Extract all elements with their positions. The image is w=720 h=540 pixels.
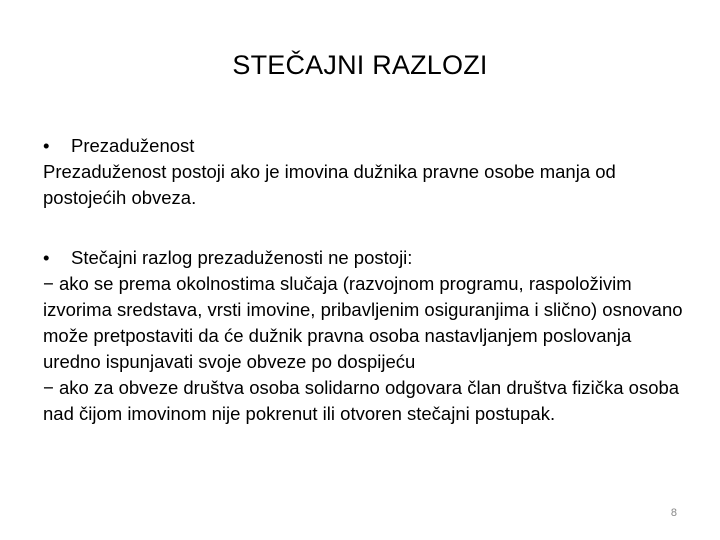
- bullet-icon: •: [43, 247, 50, 268]
- bullet-item-prezaduzenost: [43, 133, 693, 159]
- slide-content: [43, 133, 693, 427]
- spacer: [43, 211, 693, 245]
- slide-title: STEČAJNI RAZLOZI: [232, 50, 488, 80]
- page-number: 8: [670, 507, 677, 519]
- bullet-heading: Prezaduženost: [71, 135, 195, 156]
- paragraph-definition: Prezaduženost postoji ako je imovina dužnika pravne osobe manja od postojećih obveza.: [43, 161, 616, 208]
- paragraph-condition-2: − ako za obveze društva osoba solidarno odgovara član društva fizička osoba nad čijom imovinom nije pokrenut ili otvoren stečajni postupak.: [43, 377, 680, 424]
- bullet-item-ne-postoji: [43, 245, 693, 271]
- bullet-icon: •: [43, 135, 50, 156]
- bullet-heading: Stečajni razlog prezaduženosti ne postoji:: [71, 247, 413, 268]
- paragraph-condition-1: − ako se prema okolnostima slučaja (razvojnom programu, raspoloživim izvorima sredstava, vrsti imovine, pribavljenim osiguranjima i slično) osnovano može pretpostaviti da će dužnik pravna osoba nastavljanjem poslovanja uredno ispunjavati svoje obveze po dospijeću: [43, 273, 683, 372]
